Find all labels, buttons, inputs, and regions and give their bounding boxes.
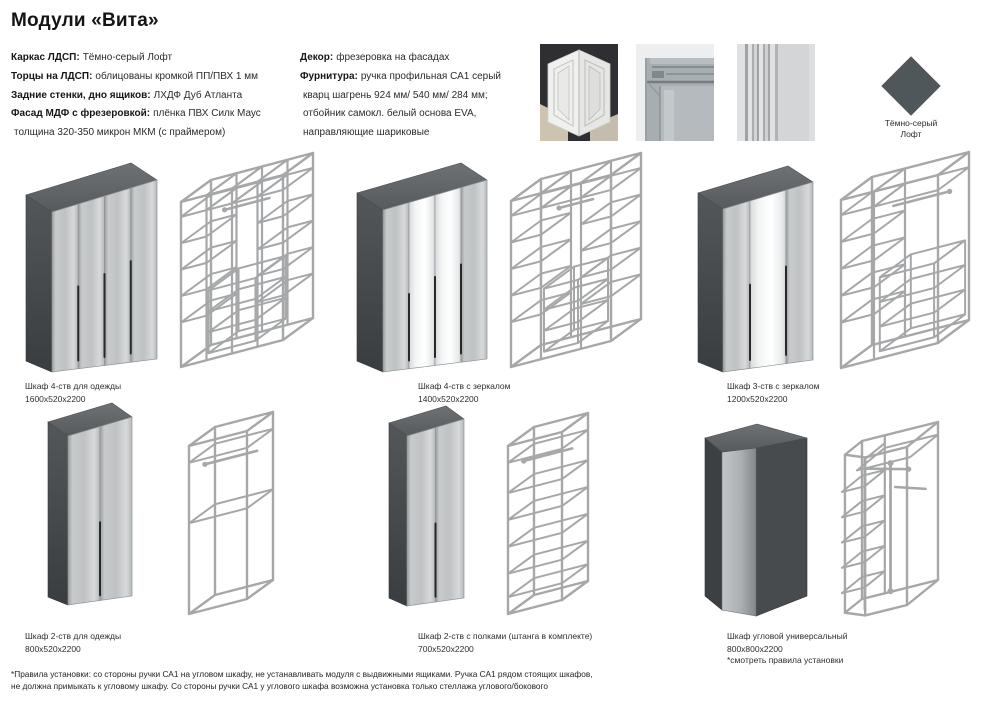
module-dims: 700х520х2200 [418, 643, 474, 654]
module-dims: 1400х520х2200 [418, 393, 479, 404]
spec-line: Задние стенки, дно ящиков: ЛХДФ Дуб Атланта [11, 89, 243, 101]
module-name: Шкаф 4-ств для одежды [25, 381, 122, 391]
spec-line: Фасад МДФ с фрезеровкой: плёнка ПВХ Силк Маус [11, 108, 261, 120]
wardrobe-2dr-wireframe [189, 412, 273, 614]
module-caption [25, 381, 255, 405]
spec-line: отбойник самокл. белый основа EVA, [303, 108, 477, 120]
module-dims: 800х800х2200 [727, 643, 783, 654]
wardrobe-2dr-shelves-solid [389, 406, 464, 606]
wardrobe-4dr-wireframe [181, 153, 313, 367]
spec-line: толщина 320-350 микрон МКМ (с праймером) [14, 127, 226, 139]
module-name: Шкаф угловой универсальный [727, 631, 848, 641]
grey-frame-front-photo [636, 44, 714, 141]
color-swatch-label: Тёмно-серый Лофт [884, 118, 938, 139]
specs-left-block [11, 49, 261, 143]
milled-classic-front-photo [540, 44, 618, 141]
wardrobe-4dr-solid [26, 163, 157, 372]
module-name: Шкаф 2-ств для одежды [25, 631, 122, 641]
installation-rules-footnote: *Правила установки: со стороны ручки СА1 на угловом шкафу, не устанавливать модуля с выдвижными ящиками. Ручка СА1 рядом стоящих шкафов, не должна примыкать к угловому шкафу. Со стороны ручки СА1 у углового шкафа возможна установка только стеллажа углового/бокового [11, 669, 593, 691]
wardrobe-3dr-mirror-wireframe [841, 152, 969, 368]
spec-line: Каркас ЛДСП: Тёмно-серый Лофт [11, 52, 173, 63]
spec-line: Декор: фрезеровка на фасадах [300, 52, 450, 63]
wardrobe-2dr-solid [48, 403, 132, 605]
module-name: Шкаф 2-ств с полками (штанга в комплекте) [418, 631, 593, 641]
page-title: Модули «Вита» [11, 10, 159, 31]
module-name: Шкаф 4-ств с зеркалом [418, 381, 511, 391]
spec-line: Торцы на ЛДСП: облицованы кромкой ПП/ПВХ 1 мм [11, 70, 259, 82]
module-dims: 1200х520х2200 [727, 393, 788, 404]
module-caption [727, 631, 957, 667]
wardrobe-4dr-mirror-solid [357, 163, 487, 372]
module-caption [25, 631, 255, 655]
wardrobe-3dr-mirror-solid [698, 166, 813, 372]
fluted-front-photo [737, 44, 815, 141]
module-caption [418, 381, 648, 405]
module-caption [418, 631, 648, 655]
module-name: Шкаф 3-ств с зеркалом [727, 381, 820, 391]
wardrobe-corner-wireframe [842, 422, 938, 615]
wardrobe-corner-solid [705, 424, 807, 616]
spec-line: направляющие шариковые [303, 127, 430, 139]
spec-line: кварц шагрень 924 мм/ 540 мм/ 284 мм; [303, 89, 488, 101]
wardrobe-2dr-shelves-wireframe [508, 413, 588, 614]
module-note: *смотреть правила установки [727, 655, 844, 665]
module-dims: 800х520х2200 [25, 643, 81, 654]
wardrobe-4dr-mirror-wireframe [511, 153, 641, 367]
spec-line: Фурнитура: ручка профильная СА1 серый [300, 70, 502, 82]
module-dims: 1600х520х2200 [25, 393, 86, 404]
module-caption [727, 381, 957, 405]
specs-right-block [300, 49, 501, 143]
